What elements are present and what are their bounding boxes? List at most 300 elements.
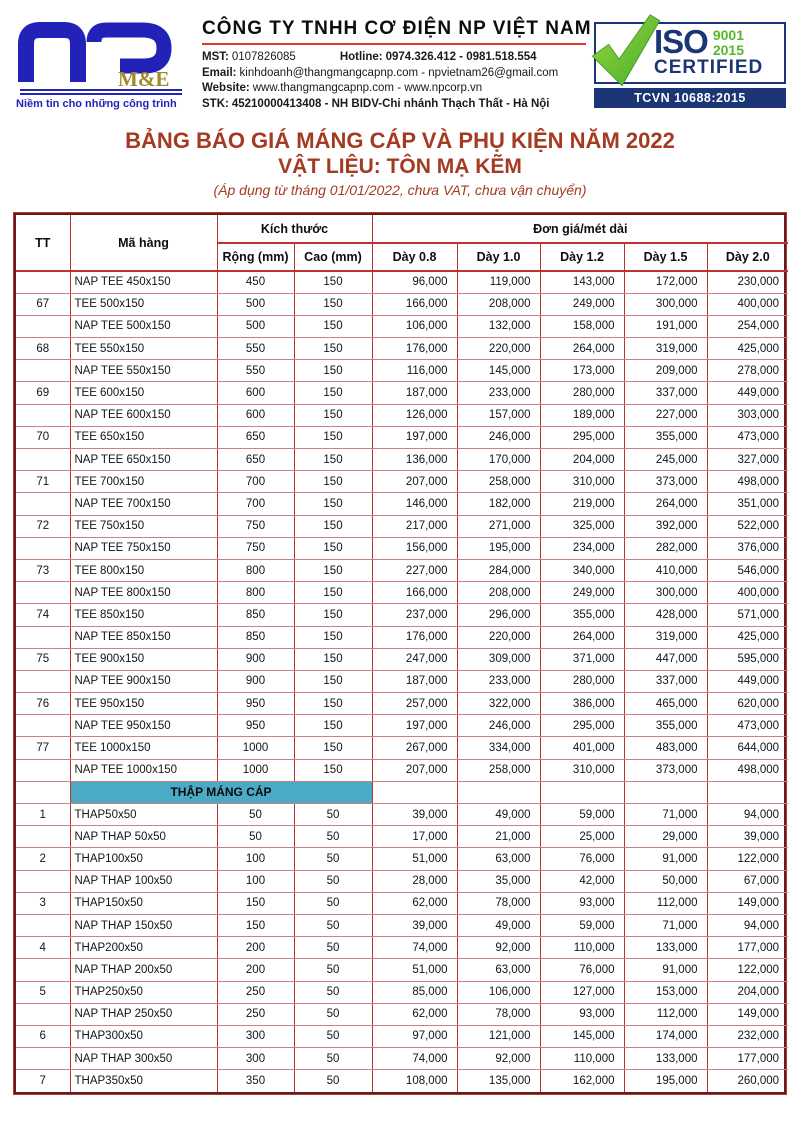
cell-tt: 4	[16, 937, 70, 959]
cell-price: 498,000	[707, 759, 788, 781]
cell-tt: 71	[16, 471, 70, 493]
cell-price: 392,000	[624, 515, 707, 537]
cell-price: 319,000	[624, 626, 707, 648]
cell-price: 126,000	[372, 404, 457, 426]
cell-rong: 850	[217, 626, 294, 648]
cell-price: 94,000	[707, 914, 788, 936]
cell-cao: 150	[294, 293, 372, 315]
cell-ma-hang: TEE 900x150	[70, 648, 217, 670]
cell-price: 373,000	[624, 471, 707, 493]
cell-rong: 300	[217, 1048, 294, 1070]
cell-tt	[16, 670, 70, 692]
cell-price: 195,000	[457, 537, 540, 559]
table-row	[16, 515, 788, 537]
logo-sub-label: M&E	[118, 67, 170, 88]
cell-price: 355,000	[624, 715, 707, 737]
cell-price: 449,000	[707, 670, 788, 692]
cell-price: 174,000	[624, 1025, 707, 1047]
cell-cao: 150	[294, 648, 372, 670]
header-divider	[202, 43, 586, 45]
cell-tt	[16, 759, 70, 781]
cell-tt: 1	[16, 804, 70, 826]
cell-price: 162,000	[540, 1070, 624, 1092]
cell-price: 112,000	[624, 1003, 707, 1025]
cell-rong: 200	[217, 937, 294, 959]
cell-price: 207,000	[372, 759, 457, 781]
cell-price	[457, 781, 540, 803]
cell-price: 51,000	[372, 959, 457, 981]
cell-ma-hang: THAP350x50	[70, 1070, 217, 1092]
cell-price: 327,000	[707, 449, 788, 471]
table-row	[16, 804, 788, 826]
cell-cao: 150	[294, 626, 372, 648]
cell-price: 74,000	[372, 937, 457, 959]
cell-price: 400,000	[707, 582, 788, 604]
title-block	[14, 128, 786, 198]
cell-price: 132,000	[457, 315, 540, 337]
cell-price: 110,000	[540, 1048, 624, 1070]
logo-tagline: Niềm tin cho những công trình	[16, 98, 177, 110]
cell-cao: 150	[294, 515, 372, 537]
cell-rong: 1000	[217, 737, 294, 759]
col-header-kich-thuoc: Kích thước	[217, 215, 372, 243]
cell-price: 644,000	[707, 737, 788, 759]
iso-certified-label: CERTIFIED	[654, 57, 764, 79]
document-header	[14, 10, 786, 112]
table-row	[16, 537, 788, 559]
cell-price: 473,000	[707, 715, 788, 737]
cell-tt: 75	[16, 648, 70, 670]
cell-price: 264,000	[540, 626, 624, 648]
cell-price: 351,000	[707, 493, 788, 515]
cell-cao: 150	[294, 715, 372, 737]
cell-ma-hang: TEE 550x150	[70, 338, 217, 360]
cell-price	[707, 781, 788, 803]
cell-price: 264,000	[624, 493, 707, 515]
cell-price: 473,000	[707, 426, 788, 448]
price-table-wrapper	[14, 213, 786, 1094]
cell-price: 153,000	[624, 981, 707, 1003]
cell-price: 78,000	[457, 1003, 540, 1025]
cell-price: 106,000	[457, 981, 540, 1003]
cell-price: 62,000	[372, 892, 457, 914]
cell-price: 197,000	[372, 715, 457, 737]
cell-cao: 50	[294, 826, 372, 848]
cell-price: 91,000	[624, 959, 707, 981]
logo-underline	[20, 89, 182, 95]
cell-price: 92,000	[457, 937, 540, 959]
cell-price: 191,000	[624, 315, 707, 337]
cell-rong: 600	[217, 404, 294, 426]
table-row	[16, 449, 788, 471]
cell-price: 112,000	[624, 892, 707, 914]
page-title: BẢNG BÁO GIÁ MÁNG CÁP VÀ PHỤ KIỆN NĂM 2022	[125, 128, 675, 153]
cell-ma-hang: NAP THAP 150x50	[70, 914, 217, 936]
cell-ma-hang: NAP TEE 900x150	[70, 670, 217, 692]
price-table-header	[16, 215, 788, 271]
cell-price: 67,000	[707, 870, 788, 892]
cell-price: 133,000	[624, 937, 707, 959]
cell-price: 71,000	[624, 914, 707, 936]
cell-price: 136,000	[372, 449, 457, 471]
cell-price: 303,000	[707, 404, 788, 426]
cell-price: 78,000	[457, 892, 540, 914]
cell-price: 204,000	[707, 981, 788, 1003]
table-row	[16, 338, 788, 360]
company-email: Email: kinhdoanh@thangmangcapnp.com - npvietnam26@gmail.com	[202, 66, 559, 79]
cell-ma-hang: THAP100x50	[70, 848, 217, 870]
cell-ma-hang: TEE 1000x150	[70, 737, 217, 759]
cell-price: 220,000	[457, 626, 540, 648]
cell-price: 93,000	[540, 892, 624, 914]
cell-tt	[16, 404, 70, 426]
cell-price: 17,000	[372, 826, 457, 848]
cell-price: 234,000	[540, 537, 624, 559]
table-row	[16, 471, 788, 493]
cell-ma-hang: TEE 850x150	[70, 604, 217, 626]
checkmark-icon	[588, 8, 662, 94]
table-row	[16, 648, 788, 670]
cell-tt	[16, 1048, 70, 1070]
cell-price: 300,000	[624, 582, 707, 604]
cell-rong: 600	[217, 382, 294, 404]
col-header-day-15: Dày 1.5	[624, 243, 707, 271]
table-row	[16, 360, 788, 382]
cell-price: 29,000	[624, 826, 707, 848]
company-mst-hotline-line	[202, 50, 586, 66]
cell-price: 233,000	[457, 670, 540, 692]
cell-tt: 7	[16, 1070, 70, 1092]
iso-label: ISO	[654, 23, 708, 60]
cell-price: 97,000	[372, 1025, 457, 1047]
cell-price: 258,000	[457, 759, 540, 781]
cell-price: 35,000	[457, 870, 540, 892]
cell-ma-hang: NAP THAP 100x50	[70, 870, 217, 892]
cell-tt	[16, 449, 70, 471]
cell-tt: 73	[16, 559, 70, 581]
cell-price: 376,000	[707, 537, 788, 559]
cell-tt: 6	[16, 1025, 70, 1047]
cell-price: 284,000	[457, 559, 540, 581]
cell-price: 428,000	[624, 604, 707, 626]
cell-rong: 800	[217, 582, 294, 604]
cell-price: 546,000	[707, 559, 788, 581]
cell-ma-hang: THAP50x50	[70, 804, 217, 826]
col-header-cao: Cao (mm)	[294, 243, 372, 271]
cell-price: 595,000	[707, 648, 788, 670]
cell-ma-hang: TEE 500x150	[70, 293, 217, 315]
cell-cao: 150	[294, 537, 372, 559]
cell-price: 371,000	[540, 648, 624, 670]
cell-price: 182,000	[457, 493, 540, 515]
table-row	[16, 981, 788, 1003]
cell-ma-hang: THAP200x50	[70, 937, 217, 959]
cell-tt: 72	[16, 515, 70, 537]
page-subtitle: VẬT LIỆU: TÔN MẠ KẼM	[278, 155, 522, 178]
cell-price: 176,000	[372, 338, 457, 360]
cell-price: 295,000	[540, 426, 624, 448]
cell-cao: 50	[294, 981, 372, 1003]
cell-ma-hang: NAP THAP 200x50	[70, 959, 217, 981]
cell-price: 94,000	[707, 804, 788, 826]
cell-rong: 1000	[217, 759, 294, 781]
cell-price	[624, 781, 707, 803]
cell-price: 246,000	[457, 426, 540, 448]
cell-price: 204,000	[540, 449, 624, 471]
cell-rong: 650	[217, 449, 294, 471]
cell-price: 63,000	[457, 959, 540, 981]
cell-price: 310,000	[540, 471, 624, 493]
cell-price: 170,000	[457, 449, 540, 471]
cell-price: 158,000	[540, 315, 624, 337]
cell-price: 230,000	[707, 271, 788, 293]
cell-price: 337,000	[624, 382, 707, 404]
table-row	[16, 1048, 788, 1070]
cell-price: 232,000	[707, 1025, 788, 1047]
cell-tt	[16, 870, 70, 892]
table-row	[16, 937, 788, 959]
cell-price: 447,000	[624, 648, 707, 670]
cell-tt	[16, 715, 70, 737]
table-row	[16, 914, 788, 936]
cell-tt	[16, 914, 70, 936]
cell-price: 498,000	[707, 471, 788, 493]
company-website: Website: www.thangmangcapnp.com - www.npcorp.vn	[202, 82, 483, 94]
cell-tt: 2	[16, 848, 70, 870]
cell-cao: 150	[294, 670, 372, 692]
cell-rong: 850	[217, 604, 294, 626]
table-row	[16, 870, 788, 892]
table-row	[16, 559, 788, 581]
cell-cao: 50	[294, 1003, 372, 1025]
cell-cao: 50	[294, 848, 372, 870]
cell-cao: 150	[294, 315, 372, 337]
cell-price: 257,000	[372, 693, 457, 715]
company-info	[194, 10, 594, 112]
cell-tt: 70	[16, 426, 70, 448]
cell-price: 39,000	[372, 914, 457, 936]
cell-rong: 750	[217, 515, 294, 537]
cell-price: 217,000	[372, 515, 457, 537]
cell-price: 145,000	[457, 360, 540, 382]
cell-cao: 150	[294, 737, 372, 759]
cell-price: 207,000	[372, 471, 457, 493]
cell-price: 59,000	[540, 804, 624, 826]
cell-cao: 50	[294, 804, 372, 826]
table-row	[16, 715, 788, 737]
cell-price: 227,000	[372, 559, 457, 581]
cell-rong: 800	[217, 559, 294, 581]
cell-price: 319,000	[624, 338, 707, 360]
cell-price: 296,000	[457, 604, 540, 626]
cell-price: 62,000	[372, 1003, 457, 1025]
table-row	[16, 493, 788, 515]
cell-price: 71,000	[624, 804, 707, 826]
cell-price: 91,000	[624, 848, 707, 870]
cell-price: 483,000	[624, 737, 707, 759]
company-mst: MST: 0107826085	[202, 51, 296, 63]
cell-price: 76,000	[540, 848, 624, 870]
cell-rong: 500	[217, 293, 294, 315]
cell-ma-hang: THAP150x50	[70, 892, 217, 914]
cell-cao: 50	[294, 1070, 372, 1092]
cell-cao: 50	[294, 1025, 372, 1047]
cell-ma-hang: NAP THAP 50x50	[70, 826, 217, 848]
iso-title-row	[654, 23, 782, 60]
table-row	[16, 826, 788, 848]
cell-price: 310,000	[540, 759, 624, 781]
cell-price: 177,000	[707, 937, 788, 959]
col-header-day-08: Dày 0.8	[372, 243, 457, 271]
col-header-day-20: Dày 2.0	[707, 243, 788, 271]
cell-tt	[16, 493, 70, 515]
cell-ma-hang: NAP TEE 700x150	[70, 493, 217, 515]
cell-rong: 550	[217, 360, 294, 382]
cell-price: 127,000	[540, 981, 624, 1003]
cell-ma-hang: TEE 750x150	[70, 515, 217, 537]
cell-ma-hang: THAP300x50	[70, 1025, 217, 1047]
table-row	[16, 1025, 788, 1047]
cell-price: 208,000	[457, 293, 540, 315]
cell-cao: 150	[294, 404, 372, 426]
cell-price: 322,000	[457, 693, 540, 715]
cell-rong: 350	[217, 1070, 294, 1092]
cell-price: 122,000	[707, 848, 788, 870]
table-row	[16, 604, 788, 626]
cell-cao: 150	[294, 426, 372, 448]
cell-ma-hang: NAP TEE 750x150	[70, 537, 217, 559]
cell-price: 282,000	[624, 537, 707, 559]
company-bank-account: STK: 45210000413408 - NH BIDV-Chi nhánh Thạch Thất - Hà Nội	[202, 97, 550, 110]
cell-ma-hang: NAP TEE 800x150	[70, 582, 217, 604]
cell-tt	[16, 582, 70, 604]
col-header-tt: TT	[16, 215, 70, 271]
cell-cao: 150	[294, 582, 372, 604]
table-row	[16, 759, 788, 781]
cell-price: 449,000	[707, 382, 788, 404]
cell-price: 465,000	[624, 693, 707, 715]
col-header-ma-hang: Mã hàng	[70, 215, 217, 271]
cell-cao: 150	[294, 693, 372, 715]
cell-price: 258,000	[457, 471, 540, 493]
cell-price: 156,000	[372, 537, 457, 559]
cell-rong: 300	[217, 1025, 294, 1047]
cell-rong: 150	[217, 914, 294, 936]
cell-rong: 100	[217, 848, 294, 870]
table-row	[16, 271, 788, 293]
cell-ma-hang: TEE 950x150	[70, 693, 217, 715]
table-row	[16, 404, 788, 426]
cell-price: 110,000	[540, 937, 624, 959]
cell-cao: 150	[294, 493, 372, 515]
cell-rong: 150	[217, 892, 294, 914]
cell-price: 425,000	[707, 626, 788, 648]
cell-ma-hang: TEE 700x150	[70, 471, 217, 493]
col-header-day-10: Dày 1.0	[457, 243, 540, 271]
cell-price: 187,000	[372, 382, 457, 404]
cell-price: 59,000	[540, 914, 624, 936]
section-title: THẬP MÁNG CÁP	[70, 781, 372, 803]
cell-cao: 150	[294, 338, 372, 360]
cell-ma-hang: NAP TEE 950x150	[70, 715, 217, 737]
table-row	[16, 626, 788, 648]
cell-rong: 200	[217, 959, 294, 981]
cell-tt	[16, 360, 70, 382]
cell-price: 42,000	[540, 870, 624, 892]
cell-price: 106,000	[372, 315, 457, 337]
cell-ma-hang: NAP THAP 300x50	[70, 1048, 217, 1070]
cell-ma-hang: NAP THAP 250x50	[70, 1003, 217, 1025]
cell-price: 260,000	[737, 1075, 780, 1088]
cell-price: 122,000	[707, 959, 788, 981]
cell-rong: 900	[217, 648, 294, 670]
cell-price: 172,000	[624, 271, 707, 293]
cell-tt: 3	[16, 892, 70, 914]
cell-price: 410,000	[624, 559, 707, 581]
cell-price: 195,000	[624, 1070, 707, 1092]
cell-rong: 650	[217, 426, 294, 448]
cell-price: 50,000	[624, 870, 707, 892]
cell-rong: 950	[217, 693, 294, 715]
cell-price: 245,000	[624, 449, 707, 471]
iso-badge-box	[594, 22, 786, 84]
cell-tt: 5	[16, 981, 70, 1003]
cell-price: 355,000	[540, 604, 624, 626]
cell-ma-hang: NAP TEE 600x150	[70, 404, 217, 426]
cell-price: 177,000	[707, 1048, 788, 1070]
cell-ma-hang: NAP TEE 1000x150	[70, 759, 217, 781]
cell-cao: 150	[294, 759, 372, 781]
cell-price: 157,000	[457, 404, 540, 426]
cell-price: 208,000	[457, 582, 540, 604]
cell-price: 197,000	[372, 426, 457, 448]
cell-tt: 67	[16, 293, 70, 315]
iso-tcvn-bar: TCVN 10688:2015	[594, 88, 786, 108]
cell-cao: 50	[294, 1048, 372, 1070]
cell-ma-hang: TEE 600x150	[70, 382, 217, 404]
table-row	[16, 382, 788, 404]
table-row	[16, 426, 788, 448]
cell-cao: 150	[294, 271, 372, 293]
cell-cao: 50	[294, 892, 372, 914]
cell-price: 620,000	[707, 693, 788, 715]
cell-cao: 150	[294, 471, 372, 493]
cell-cao: 150	[294, 559, 372, 581]
cell-tt	[16, 315, 70, 337]
cell-price: 21,000	[457, 826, 540, 848]
cell-price: 280,000	[540, 670, 624, 692]
table-row	[16, 1003, 788, 1025]
cell-price: 401,000	[540, 737, 624, 759]
title-note: (Áp dụng từ tháng 01/01/2022, chưa VAT, chưa vận chuyển)	[213, 182, 587, 198]
cell-ma-hang: NAP TEE 450x150	[70, 271, 217, 293]
cell-price: 340,000	[540, 559, 624, 581]
np-logo-icon	[14, 10, 184, 88]
cell-price: 220,000	[457, 338, 540, 360]
cell-cao: 150	[294, 382, 372, 404]
col-header-rong: Rộng (mm)	[217, 243, 294, 271]
cell-price: 63,000	[457, 848, 540, 870]
cell-price: 76,000	[540, 959, 624, 981]
cell-price: 143,000	[540, 271, 624, 293]
cell-price: 96,000	[372, 271, 457, 293]
cell-tt: 76	[16, 693, 70, 715]
cell-price	[540, 781, 624, 803]
table-row	[16, 693, 788, 715]
cell-ma-hang: NAP TEE 650x150	[70, 449, 217, 471]
cell-price: 166,000	[372, 582, 457, 604]
cell-cao: 50	[294, 959, 372, 981]
